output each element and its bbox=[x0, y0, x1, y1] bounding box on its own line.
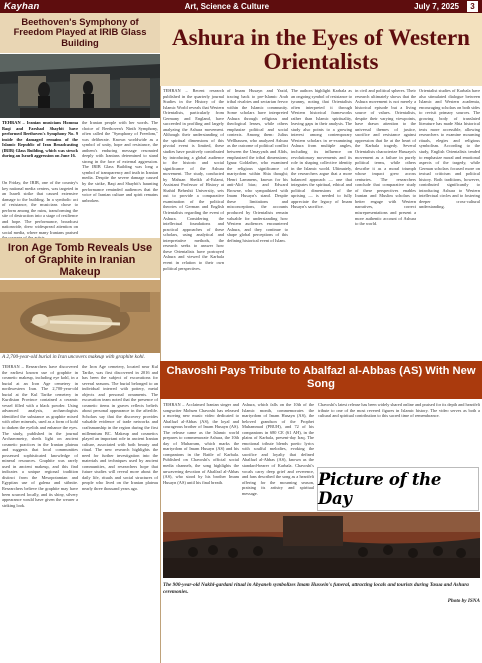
chavoshi-headline: Chavoshi Pays Tribute to Abalfazl al-Abbas (AS) With New Song bbox=[160, 361, 482, 399]
beethoven-body-2: the Iranian people with her words. The choice of Beethoven's Ninth Symphony, often called the "Symphony of Freedom," was deliberate. Known worldwide as a symbol of unity, hope and resistance, the anthem's enduring message resonated deeply with Iranians determined to stand strong in the face of external aggression. The IRIB Glass Building was long a symbol of transparency and truth in Iranian media. Despite the severe damage caused by the strike, Baqi and Shaybit's haunting performance reminded audiences that the voice of Iranian culture and spirit remains unbroken. bbox=[82, 120, 158, 203]
chavoshi-col-2: Ashura, which falls on the 10th of the Islamic month, commemorates the martyrdom of Imam Husayn (AS), the beloved grandson of the Prophet Muhammad (PBUH), and 72 of his companions in 680 CE (61 AH), in the plains of Karbala, present-day Iraq. The emotional tribute blends poetic lyrics with soulful melodies, evoking the sacrifice and loyalty that defined Abalfazl al-Abbas (AS), known as the standard-bearer of Karbala. Chavoshi's vocals carry deep grief and reverence, and fans described the song as a heartfelt offering for the mourning season, praising its artistry and spiritual message. bbox=[242, 402, 314, 496]
potd-photo bbox=[163, 512, 480, 578]
ashura-col-4: in civil and political spheres. Their research ultimately shows that the Ashura movement is not merely a historical episode but a living source of values. Orientalists, despite their varying viewpoints, have drawn attention to the universal themes of justice, sacrifice and resistance against oppression that lie at the heart of the Karbala tragedy. Several Orientalists characterize Hussayn's movement as a failure in purely political terms, while others describe it as a moral triumph whose impact grew across centuries. The researchers conclude that comparative study of these perspectives enables Iranian and Muslim scholars to better engage with Western narratives, correct misrepresentations and present a more authentic account of Ashura to the world. bbox=[355, 88, 416, 227]
ashura-col-3: The authors highlight Karbala as an ongoing symbol of resistance to tyranny, noting that Orientalists often interpreted it through Western historical frameworks rather than Islamic spirituality, leaving gaps in their analysis. The study also points to a growing interest among contemporary Western scholars in re-examining Ashura from multiple angles, including its influence on revolutionary movements and its role in shaping collective identity in the Islamic world. Ultimately, the researchers argue that a more balanced approach — one that integrates the spiritual, ethical and political dimensions of the uprising — is needed to fully appreciate the legacy of Imam Husayn's sacrifice. bbox=[291, 88, 352, 210]
chavoshi-col-3: Chavoshi's latest release has been widely shared online and praised for its depth and heartfelt tribute to one of the most revered figures in Islamic history. The video serves as both a cultural and spiritual contribution to this sacred time of remembrance. bbox=[318, 402, 480, 419]
ashura-col-5: Orientalist studies of Karbala have also stimulated dialogue between Islamic and Western academia, encouraging scholars on both sides to revisit primary sources. The growing body of translated literature has made Shia historical texts more accessible, allowing researchers to examine mourning rituals, elegies and religious symbolism. According to the study, English Orientalists tended to emphasize moral and emotional aspects of the tragedy, while German scholars focused more on textual criticism and political history. Both traditions, however, contributed significantly to introducing Ashura to Western intellectual circles and to fostering deeper cross-cultural understanding. bbox=[419, 88, 480, 210]
potd-caption-text: The 900-year-old Nakhl-gardani ritual in Abyaneh symbolizes Imam Hussein's funeral, attracting locals and tourists during Tasua and Ashura ceremonies. bbox=[163, 582, 469, 595]
graphite-photo bbox=[0, 280, 160, 353]
graphite-col-1: TEHRAN – Researchers have discovered the earliest known use of graphite in cosmetic makeup, including eye kohl, in a burial at an Iron Age cemetery in northwestern Iran. The 2,700-year-old burial at the Kul Tarike cemetery in Kurdistan Province contained a ceramic vessel filled with a black powder. Using advanced analysis, archaeologists identified the substance as graphite mixed with other minerals, used as a form of kohl to darken the eyelids and enhance the eyes. The study, published in the journal Archaeometry, sheds light on ancient cosmetic practices in the Iranian plateau and suggests that local communities possessed sophisticated knowledge of mineral resources. Graphite was rarely used in ancient makeup, and this find indicates a unique regional tradition distinct from the Mesopotamian and Egyptian use of galena and stibnite. Researchers believe the graphite may have been sourced locally, and its shiny, silvery appearance would have given the wearer a striking look. bbox=[2, 364, 78, 508]
page-header bbox=[0, 0, 482, 13]
ashura-headline: Ashura in the Eyes of Western Orientalists bbox=[172, 25, 470, 74]
newspaper-logo: Kayhan bbox=[4, 1, 40, 12]
graphite-caption: A 2,700-year-old burial in Iran uncovers makeup with graphite kohl. bbox=[2, 354, 145, 360]
issue-date: July 7, 2025 bbox=[414, 2, 459, 11]
potd-title: Picture of the Day bbox=[318, 470, 442, 508]
section-title: Art, Science & Culture bbox=[184, 2, 270, 11]
ashura-headline-block bbox=[160, 13, 482, 86]
beethoven-headline: Beethoven's Symphony of Freedom Played at IRIB Glass Building bbox=[0, 13, 160, 53]
beethoven-body-1: On Friday, the IRIB, one of the country's key national media centers, was targeted in an Israeli strike that caused extensive damage to the building. In a symbolic act of resistance, the musicians chose to perform among the ruins, transforming the site of destruction into a stage of resilience and hope. The performance, broadcast nationwide, drew widespread attention on social media, where many Iranians praised bbox=[2, 180, 78, 235]
potd-caption bbox=[163, 582, 480, 595]
graphite-col-2: the Iron Age cemetery, located near Kul Tarike, was first discovered in 2016 and has been the subject of excavations for several seasons. The burial belonged to an individual interred with pottery, metal objects and personal ornaments. The excavation team noted that the presence of cosmetic items in graves reflects beliefs about personal appearance in the afterlife. Scholars say that the discovery provides valuable evidence of trade networks and craftsmanship in the region during the first millennium BC. Makeup and cosmetics played an important role in ancient Iranian culture, associated with both beauty and ritual. The new research highlights the need for further investigation into the materials and techniques used by ancient communities, and researchers hope that future studies will reveal more about the daily life, rituals and social structures of people who lived on the Iranian plateau nearly three thousand years ago. bbox=[82, 364, 158, 492]
picture-of-the-day-banner bbox=[317, 467, 479, 511]
graphite-headline: Iron Age Tomb Reveals Use of Graphite in Iranian Makeup bbox=[0, 238, 160, 278]
ashura-col-2: of Imam Husayn and Yazid, tracing back to pre-Islamic Arab tribal rivalries and sectarian fervor within the Islamic community. Some scholars have interpreted Ashura through religious and theological lenses, while others emphasize political and social contexts. Among them: Julius Wellhausen, who analyzed Ashura as the outcome of political conflict between the Umayyads and Alids, emphasized the tribal dimensions; Ignaz Goldziher, who examined the religious significance of martyrdom within Shia thought; Henri Lammens, known for his anti-Alid bias; and Edward Browne, who sympathized with Imam Husayn's stand. Despite these limitations and misconceptions, the accounts produced by Orientalists remain valuable for understanding how Western audiences encountered Ashura, and they continue to shape global perceptions of this defining historical event of Islam. bbox=[227, 88, 288, 243]
chavoshi-col-1: TEHRAN – Acclaimed Iranian singer and songwriter Mohsen Chavoshi has released a moving new music video dedicated to Abalfazl al-Abbas (AS), the loyal and courageous brother of Imam Husayn (AS). The release came as the Islamic world prepares to commemorate Ashura, the 10th day of Muharram, which marks the martyrdom of Imam Husayn (AS) and his companions in the Battle of Karbala. Published on Chavoshi's official social media channels, the song highlights the unwavering devotion of Abalfazl al-Abbas (AS), who stood by his brother Imam Husayn (AS) until his final breath. bbox=[163, 402, 239, 485]
ashura-col-1: TEHRAN – Recent research published in the quarterly journal Studies in the History of the Islamic World reveals that Western Orientalists, particularly from Germany and England, have succeeded in profiling and largely analyzing the Ashura movement. Although their understanding of the spiritual dimensions of this pivotal event is limited, these studies have positively contributed by introducing a global audience to the historic and social significance of the Ashura movement. The study, conducted by Mahsan Sheikh al-Eslami, Assistant Professor of History at Shahid Beheshti University, sets out to provide a comparative examination of the political theories of German and English Orientalists regarding the event of Ashura. Considering the intellectual foundations and practical approaches of these scholars, using analytical and interpretative methods, the research seeks to answer how these Orientalists have portrayed Ashura and viewed the Karbala event in relation to their own political perspectives. bbox=[163, 88, 224, 271]
beethoven-photo bbox=[0, 54, 160, 118]
beethoven-lead-text: TEHRAN – Iranian musicians Homma Baqi and Farshad Shaybit have performed Beethoven's Symphony No. 9 inside the damaged remains of the Islamic Republic of Iran Broadcasting (IRIB) Glass Building, which was struck during an Israeli aggression on June 16. bbox=[2, 120, 78, 159]
potd-credit: Photo by ISNA bbox=[447, 598, 480, 604]
beethoven-lead bbox=[2, 120, 78, 180]
page-number: 3 bbox=[467, 1, 478, 12]
column-divider bbox=[160, 13, 161, 663]
